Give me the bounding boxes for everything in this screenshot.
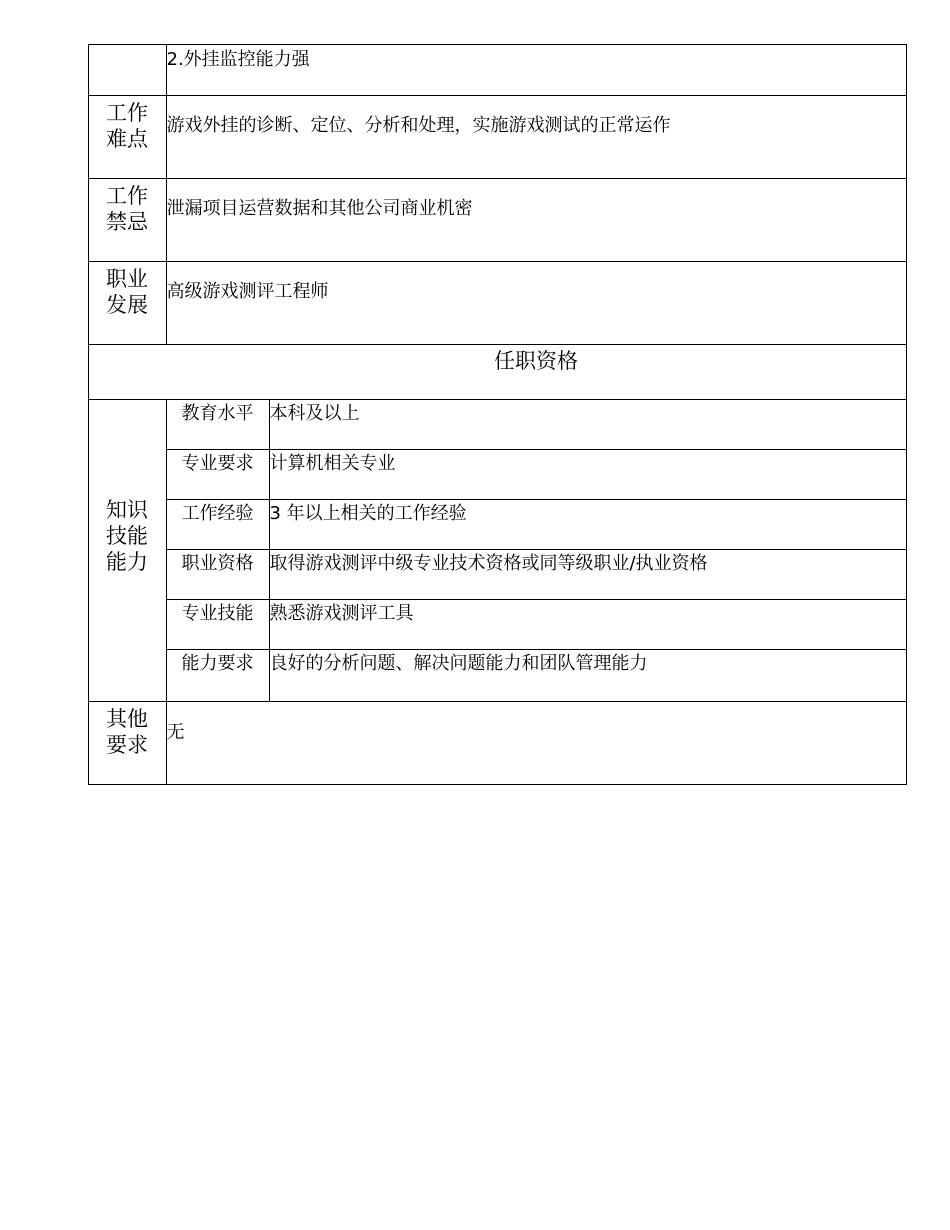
skills-group-label-cell (88, 399, 167, 702)
qual-row-value-cell (269, 449, 907, 500)
qual-row-label: 工作经验 (181, 502, 254, 524)
qual-row-label: 职业资格 (181, 552, 254, 574)
qual-row-label-cell (166, 549, 270, 600)
qual-row-label-cell (166, 649, 270, 702)
taboo-label (89, 183, 166, 235)
row-continuation-label-cell (88, 44, 167, 96)
other-label-cell (88, 701, 167, 785)
qual-row-value-cell (269, 399, 907, 450)
skills-group-label (89, 497, 166, 575)
difficulty-label-line2: 难点 (106, 126, 148, 151)
difficulty-label-cell (88, 95, 167, 179)
other-label-line1: 其他 (106, 706, 148, 731)
qual-row-label: 专业技能 (181, 602, 254, 624)
qual-row-value-cell (269, 549, 907, 600)
job-description-table (88, 44, 907, 784)
other-label (89, 706, 166, 758)
qual-row-value-cell (269, 499, 907, 550)
qual-row-value: 本科及以上 (269, 402, 360, 424)
qualifications-heading: 任职资格 (494, 348, 578, 373)
qual-row-value: 3 年以上相关的工作经验 (269, 502, 467, 524)
qual-row-label: 教育水平 (181, 402, 254, 424)
career-label-cell (88, 261, 167, 345)
taboo-content-cell (166, 178, 907, 262)
qual-row-label-cell (166, 499, 270, 550)
taboo-text: 泄漏项目运营数据和其他公司商业机密 (166, 197, 473, 219)
taboo-label-line2: 禁忌 (106, 209, 148, 234)
qual-row-value-cell (269, 649, 907, 702)
qual-row-value: 取得游戏测评中级专业技术资格或同等级职业/执业资格 (269, 552, 708, 574)
qual-row-label-cell (166, 449, 270, 500)
difficulty-text: 游戏外挂的诊断、定位、分析和处理，实施游戏测试的正常运作 (166, 114, 671, 136)
skills-group-label-line2: 技能 (106, 523, 148, 548)
continuation-text: 2.外挂监控能力强 (166, 48, 310, 70)
difficulty-content-cell (166, 95, 907, 179)
career-label (89, 266, 166, 318)
skills-group-label-line3: 能力 (106, 549, 148, 574)
difficulty-label (89, 100, 166, 152)
qual-row-value: 熟悉游戏测评工具 (269, 602, 414, 624)
taboo-label-cell (88, 178, 167, 262)
row-continuation-content-cell (166, 44, 907, 96)
career-label-line2: 发展 (106, 292, 148, 317)
taboo-label-line1: 工作 (106, 183, 148, 208)
qual-row-label: 专业要求 (181, 452, 254, 474)
career-text: 高级游戏测评工程师 (166, 280, 329, 302)
career-content-cell (166, 261, 907, 345)
qual-row-value: 计算机相关专业 (269, 452, 396, 474)
qual-row-value-cell (269, 599, 907, 650)
qual-row-value: 良好的分析问题、解决问题能力和团队管理能力 (269, 652, 648, 674)
other-label-line2: 要求 (106, 732, 148, 757)
career-label-line1: 职业 (106, 266, 148, 291)
other-text: 无 (166, 721, 185, 743)
qualifications-heading-cell (88, 344, 907, 400)
other-content-cell (166, 701, 907, 785)
qual-row-label-cell (166, 399, 270, 450)
qual-row-label: 能力要求 (181, 652, 254, 674)
skills-group-label-line1: 知识 (106, 497, 148, 522)
difficulty-label-line1: 工作 (106, 100, 148, 125)
qual-row-label-cell (166, 599, 270, 650)
